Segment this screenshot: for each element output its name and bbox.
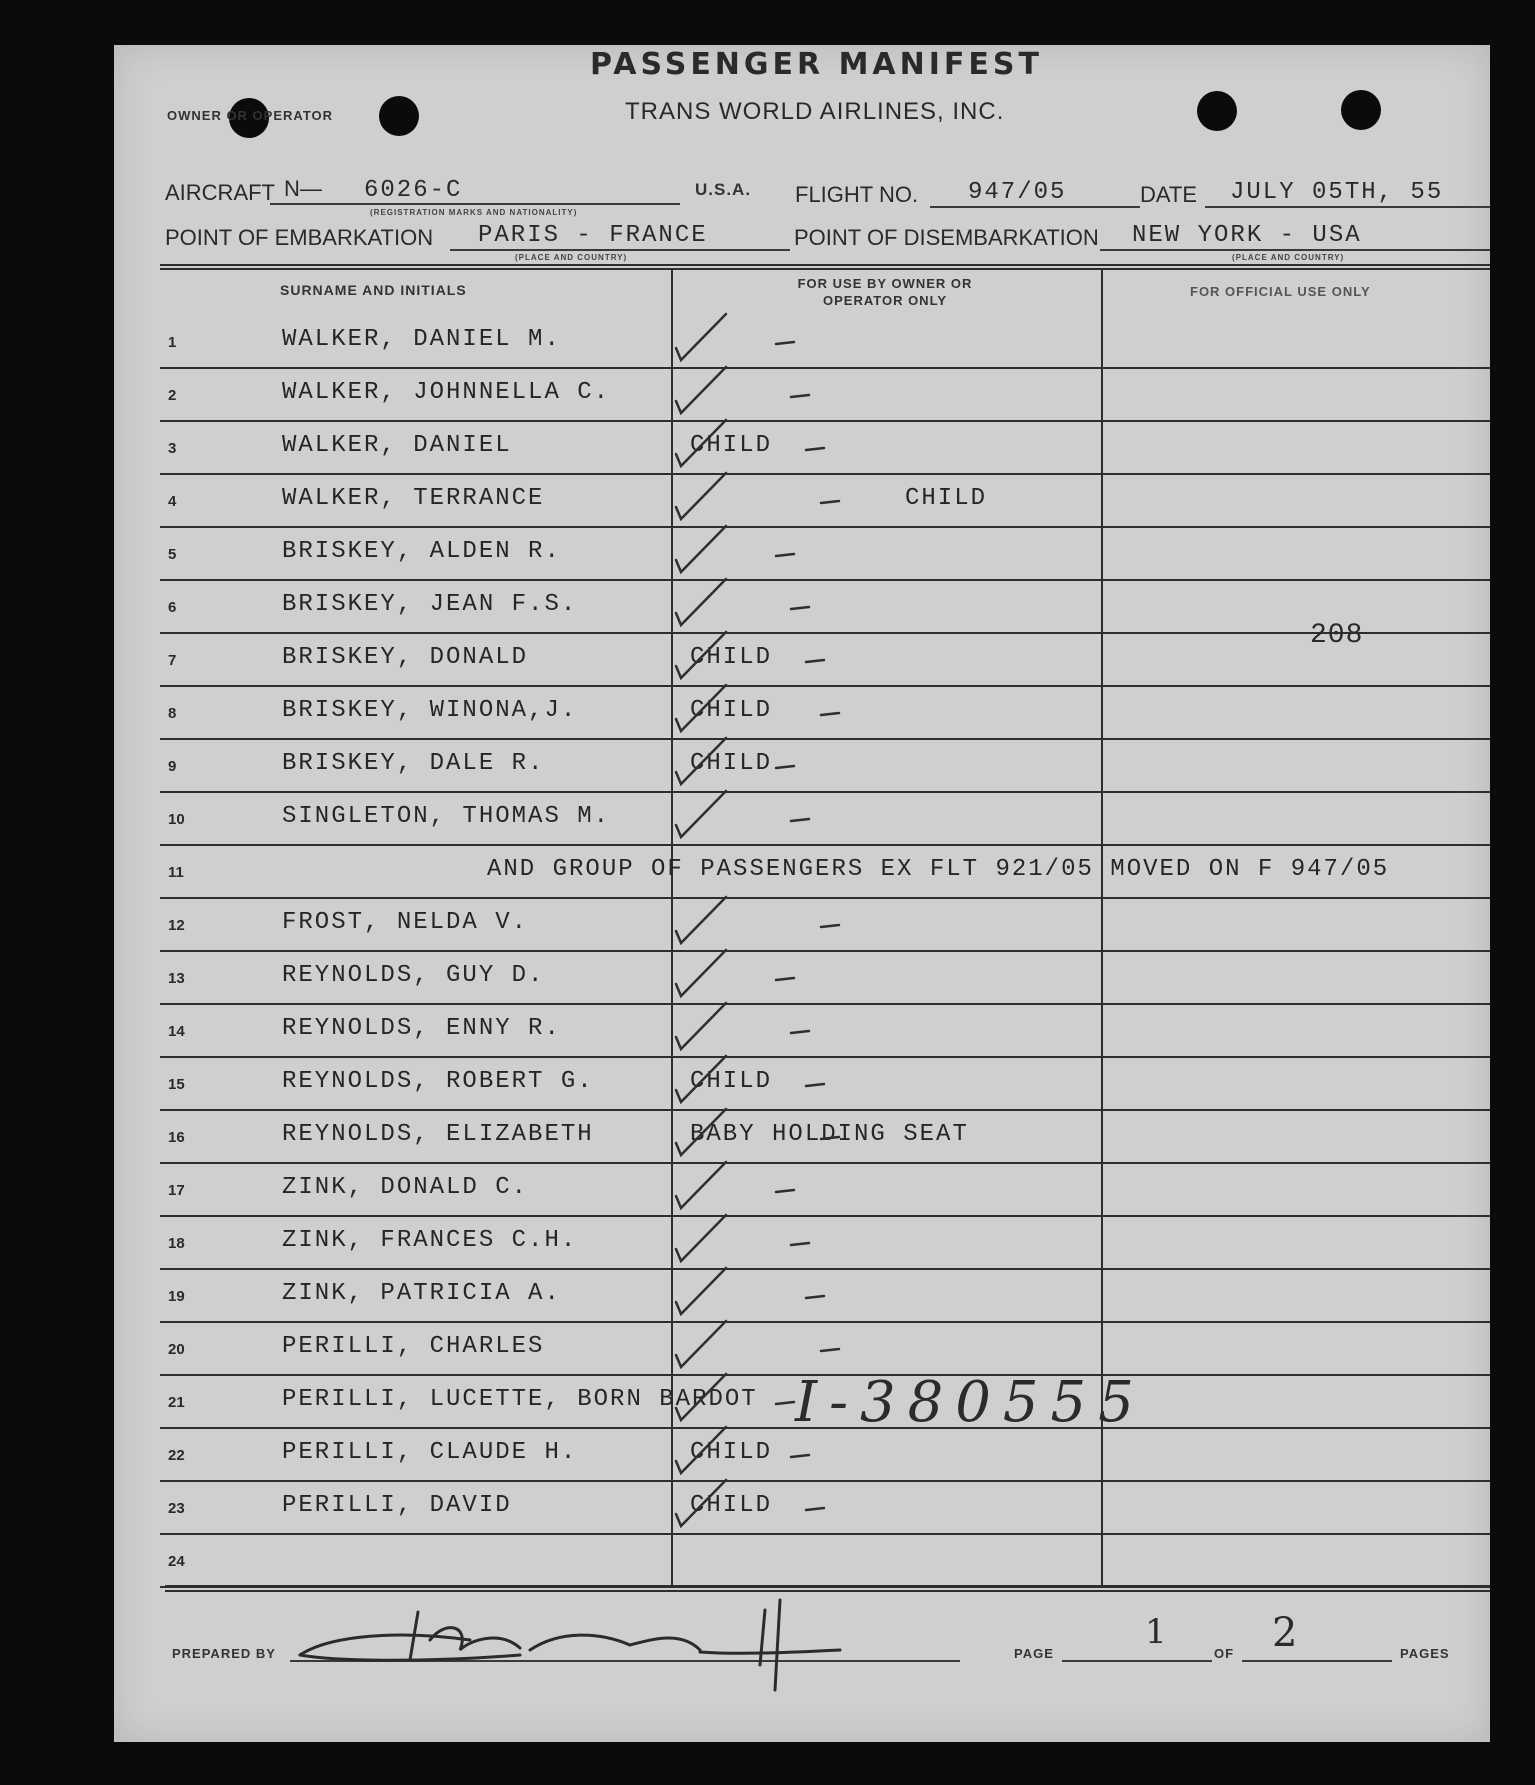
dash-mark <box>791 1455 809 1457</box>
passenger-name: PERILLI, CHARLES <box>282 1333 545 1360</box>
embarkation-place: PARIS - FRANCE <box>478 222 708 249</box>
dash-mark <box>821 713 839 715</box>
row-number: 18 <box>168 1235 185 1252</box>
flight-date: JULY 05TH, 55 <box>1230 179 1444 206</box>
row-number: 22 <box>168 1447 185 1464</box>
row-number: 13 <box>168 970 185 987</box>
passenger-name: PERILLI, DAVID <box>282 1492 512 1519</box>
row-number: 17 <box>168 1182 185 1199</box>
row-number: 16 <box>168 1129 185 1146</box>
check-mark <box>676 526 726 572</box>
nationality: U.S.A. <box>695 180 752 199</box>
row-number: 3 <box>168 440 177 457</box>
official-number: 208 <box>1310 620 1364 651</box>
disembarkation-place: NEW YORK - USA <box>1132 222 1362 249</box>
passenger-name: PERILLI, LUCETTE, BORN BARDOT <box>282 1386 758 1413</box>
page-title: PASSENGER MANIFEST <box>590 47 1043 82</box>
owner-operator-label: OWNER OR OPERATOR <box>167 108 334 123</box>
row-number: 9 <box>168 758 177 775</box>
pages-label: PAGES <box>1400 1646 1450 1661</box>
passenger-name: REYNOLDS, ENNY R. <box>282 1015 561 1042</box>
dash-mark <box>821 1137 839 1139</box>
row-number: 11 <box>168 864 184 881</box>
passenger-note: CHILD <box>690 1492 773 1519</box>
embarkation-note: (PLACE AND COUNTRY) <box>515 253 628 262</box>
check-mark <box>676 420 726 466</box>
row-number: 23 <box>168 1500 185 1517</box>
embarkation-label: POINT OF EMBARKATION <box>165 225 434 250</box>
passenger-note: CHILD <box>905 485 988 512</box>
check-mark <box>676 1162 726 1208</box>
flight-number: 947/05 <box>968 179 1067 206</box>
passenger-name: BRISKEY, JEAN F.S. <box>282 591 578 618</box>
passenger-name: PERILLI, CLAUDE H. <box>282 1439 578 1466</box>
row-number: 24 <box>168 1553 185 1570</box>
passenger-note: CHILD <box>690 750 773 777</box>
row-number: 2 <box>168 387 177 404</box>
row-number: 6 <box>168 599 177 616</box>
check-mark <box>676 632 726 678</box>
passenger-note: BABY HOLDING SEAT <box>690 1121 969 1148</box>
row-number: 20 <box>168 1341 185 1358</box>
check-mark <box>676 1427 726 1473</box>
passenger-note: CHILD <box>690 1068 773 1095</box>
dash-mark <box>806 448 824 450</box>
dash-mark <box>806 1508 824 1510</box>
row-number: 8 <box>168 705 177 722</box>
dash-mark <box>776 766 794 768</box>
check-mark <box>676 367 726 413</box>
disembarkation-note: (PLACE AND COUNTRY) <box>1232 253 1345 262</box>
row-number: 19 <box>168 1288 185 1305</box>
check-mark <box>676 791 726 837</box>
row-number: 21 <box>168 1394 185 1411</box>
prepared-by-label: PREPARED BY <box>172 1646 276 1661</box>
check-mark <box>676 314 726 360</box>
passenger-name: BRISKEY, WINONA,J. <box>282 697 578 724</box>
column-header-official: FOR OFFICIAL USE ONLY <box>1190 284 1371 299</box>
date-label: DATE <box>1140 182 1198 207</box>
dash-mark <box>791 395 809 397</box>
aircraft-prefix: N— <box>284 176 322 201</box>
row-number: 10 <box>168 811 185 828</box>
airline-name: TRANS WORLD AIRLINES, INC. <box>625 98 1005 125</box>
signature <box>300 1600 840 1690</box>
passenger-name: ZINK, FRANCES C.H. <box>282 1227 578 1254</box>
dash-mark <box>791 1031 809 1033</box>
passenger-name: WALKER, DANIEL M. <box>282 326 561 353</box>
dash-mark <box>821 1349 839 1351</box>
row-number: 12 <box>168 917 185 934</box>
passenger-name: REYNOLDS, ELIZABETH <box>282 1121 594 1148</box>
of-label: OF <box>1214 1646 1235 1661</box>
check-mark <box>676 1056 726 1102</box>
dash-mark <box>806 1084 824 1086</box>
check-marks <box>676 314 839 1526</box>
check-mark <box>676 897 726 943</box>
passenger-name: SINGLETON, THOMAS M. <box>282 803 611 830</box>
check-mark <box>676 1215 726 1261</box>
row-number: 15 <box>168 1076 185 1093</box>
dash-mark <box>806 660 824 662</box>
dash-mark <box>776 554 794 556</box>
row-number: 4 <box>168 493 177 510</box>
check-mark <box>676 685 726 731</box>
registration-note: (REGISTRATION MARKS AND NATIONALITY) <box>370 208 578 217</box>
passenger-name: WALKER, TERRANCE <box>282 485 545 512</box>
passenger-note: CHILD <box>690 432 773 459</box>
row-number: 14 <box>168 1023 185 1040</box>
row-number: 7 <box>168 652 177 669</box>
passenger-name: BRISKEY, DONALD <box>282 644 529 671</box>
passenger-note: CHILD <box>690 644 773 671</box>
check-mark <box>676 473 726 519</box>
flight-no-label: FLIGHT NO. <box>795 182 919 207</box>
dash-mark <box>791 819 809 821</box>
passenger-name: BRISKEY, ALDEN R. <box>282 538 561 565</box>
passenger-name: WALKER, JOHNNELLA C. <box>282 379 611 406</box>
passenger-name: BRISKEY, DALE R. <box>282 750 545 777</box>
passenger-note: CHILD <box>690 1439 773 1466</box>
check-mark <box>676 1109 726 1155</box>
check-mark <box>676 950 726 996</box>
check-mark <box>676 1003 726 1049</box>
dash-mark <box>791 1243 809 1245</box>
column-header-name: SURNAME AND INITIALS <box>280 282 467 298</box>
handwritten-id: I-380555 <box>795 1370 1146 1435</box>
dash-mark <box>776 978 794 980</box>
dash-mark <box>821 925 839 927</box>
page-label: PAGE <box>1014 1646 1054 1661</box>
dash-mark <box>776 1402 794 1404</box>
passenger-name: ZINK, DONALD C. <box>282 1174 529 1201</box>
aircraft-label: AIRCRAFT <box>165 180 275 205</box>
check-mark <box>676 1374 726 1420</box>
total-pages: 2 <box>1272 1610 1298 1656</box>
check-mark <box>676 738 726 784</box>
disembarkation-label: POINT OF DISEMBARKATION <box>794 225 1099 250</box>
check-mark <box>676 579 726 625</box>
dash-mark <box>806 1296 824 1298</box>
passenger-name: FROST, NELDA V. <box>282 909 529 936</box>
dash-mark <box>776 1190 794 1192</box>
passenger-name: AND GROUP OF PASSENGERS EX FLT 921/05 MOVED ON F 947/05 <box>487 856 1390 883</box>
check-mark <box>676 1480 726 1526</box>
check-mark <box>676 1268 726 1314</box>
dash-mark <box>791 607 809 609</box>
passenger-name: REYNOLDS, GUY D. <box>282 962 545 989</box>
dash-mark <box>821 501 839 503</box>
column-header-owner: FOR USE BY OWNER OR OPERATOR ONLY <box>797 276 973 308</box>
passenger-name: REYNOLDS, ROBERT G. <box>282 1068 594 1095</box>
row-number: 1 <box>168 334 177 351</box>
check-mark <box>676 1321 726 1367</box>
row-number: 5 <box>168 546 177 563</box>
page-number: 1 <box>1145 1612 1167 1652</box>
aircraft-registration: 6026-C <box>364 177 463 204</box>
passenger-name: ZINK, PATRICIA A. <box>282 1280 561 1307</box>
passenger-name: WALKER, DANIEL <box>282 432 512 459</box>
passenger-note: CHILD <box>690 697 773 724</box>
dash-mark <box>776 342 794 344</box>
